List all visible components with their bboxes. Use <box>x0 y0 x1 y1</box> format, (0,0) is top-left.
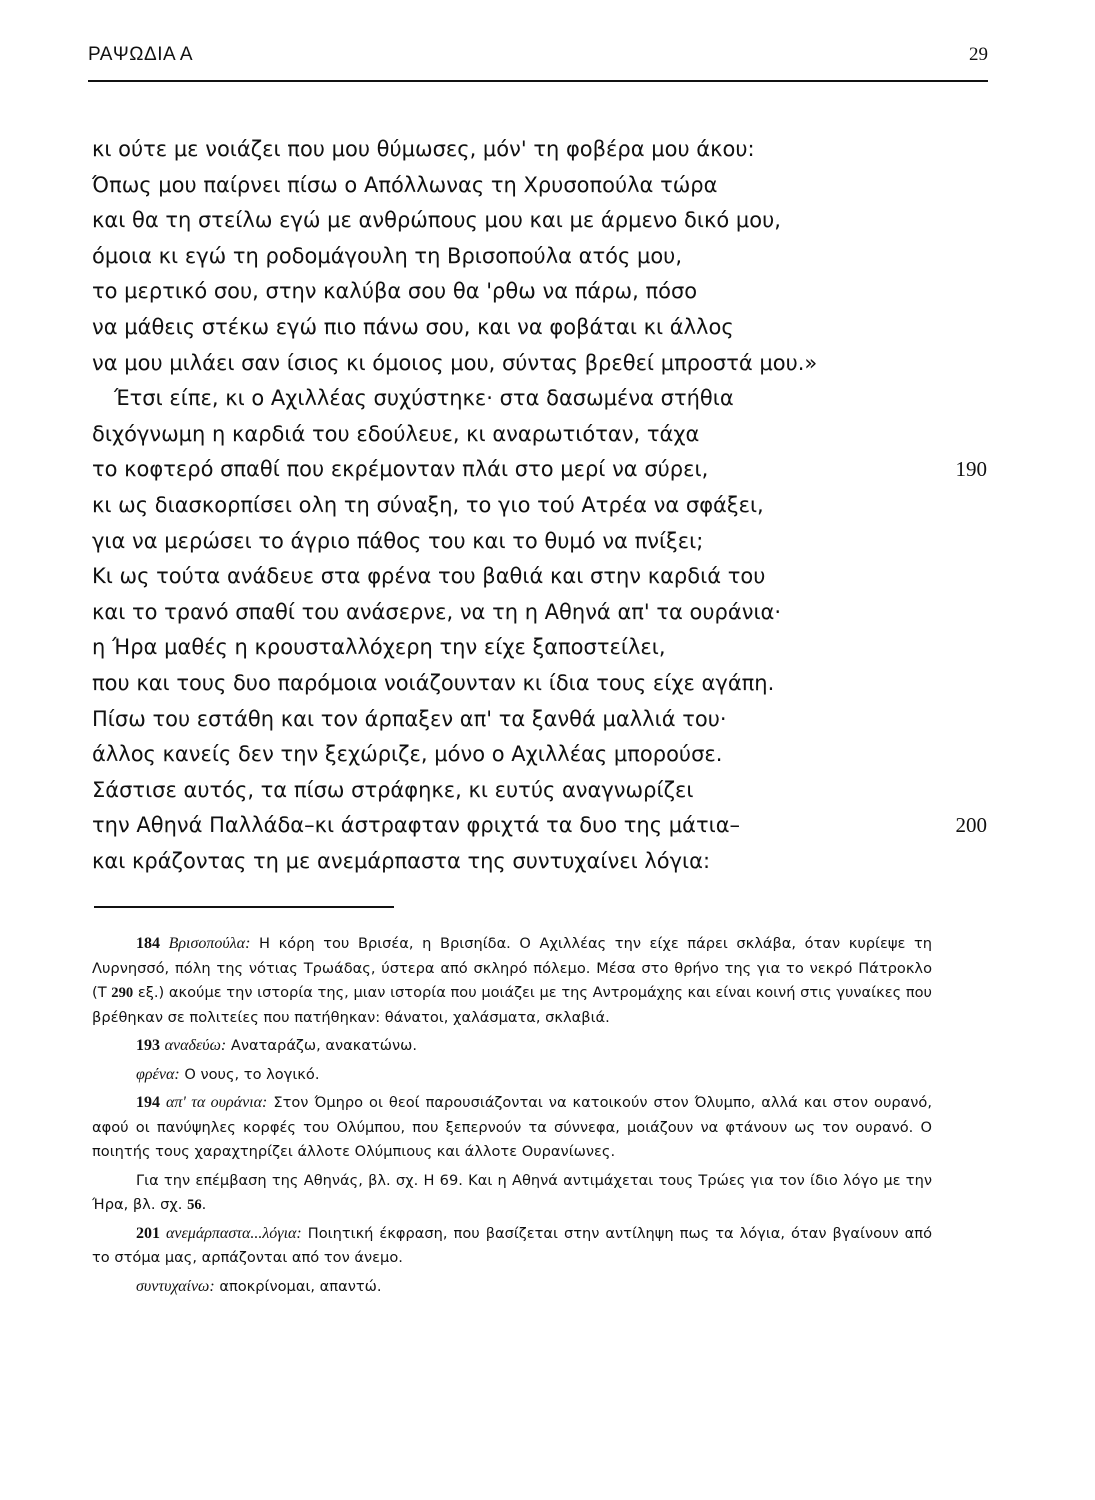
verse-text: κι ούτε με νοιάζει που μου θύμωσες, μόν' τη φοβέρα μου άκου: <box>92 137 755 161</box>
verse-text: για να μερώσει το άγριο πάθος του και το θυμό να πνίξει; <box>92 528 704 553</box>
verse-line <box>92 168 992 204</box>
page-header <box>88 44 988 74</box>
verse-text: η Ήρα μαθές η κρουσταλλόχερη την είχε ξαποστείλει, <box>92 635 666 660</box>
footnote <box>92 1034 932 1059</box>
verse-text: Όπως μου παίρνει πίσω ο Απόλλωνας τη Χρυσοπούλα τώρα <box>92 172 718 197</box>
verse-line <box>92 488 992 524</box>
verse-line <box>92 203 992 239</box>
footnote-lemma: Βρισοπούλα: <box>168 935 251 952</box>
footnote-ref: 201 <box>136 1224 160 1242</box>
verse-line <box>92 773 992 809</box>
footnotes <box>92 932 932 1303</box>
verse-line <box>92 737 992 773</box>
footnote-cross-ref: 290 <box>111 985 134 1001</box>
verse-line <box>92 239 992 275</box>
footnote-cross-ref: 56 <box>187 1197 202 1213</box>
footnote <box>92 1169 932 1218</box>
footnote-lemma: απ' τα ουράνια: <box>166 1094 268 1111</box>
verse-text: που και τους δυο παρόμοια νοιάζουνταν κι ίδια τους είχε αγάπη. <box>92 670 775 695</box>
verse-text: και το τρανό σπαθί του ανάσερνε, να τη η Αθηνά απ' τα ουράνια· <box>92 599 782 624</box>
verse-text: το κοφτερό σπαθί που εκρέμονταν πλάι στο μερί να σύρει, <box>92 457 709 482</box>
verse-line <box>92 524 992 560</box>
verse-line <box>92 274 992 310</box>
footnote-body-tail: εξ.) ακούμε την ιστορία της, μιαν ιστορία που μοιάζει με της Αντρομάχης και είναι κοινή στις γυναίκες που βρέθηκαν σε πολιτείες που πατήθηκαν: θάνατοι, χαλάσματα, σκλαβιά. <box>92 984 932 1026</box>
footnote-body: Στον Όμηρο οι θεοί παρουσιάζονται να κατοικούν στον Όλυμπο, αλλά και στον ουρανό, αφού οι πανύψηλες κορφές του Ολύμπου, που ξεπερνούν τα σύννεφα, μοιάζουν να φτάνουν ως τον ουρανό. Ο ποιητής τους χαραχτηρίζει άλλοτε Ολύμπιους και άλλοτε Ουρανίωνες. <box>92 1094 932 1160</box>
verse-text: Πίσω του εστάθη και τον άρπαξεν απ' τα ξανθά μαλλιά του· <box>92 706 727 731</box>
verse-line <box>92 452 992 488</box>
page-number: 29 <box>969 44 988 65</box>
verse-text: το μερτικό σου, στην καλύβα σου θα 'ρθω να πάρω, πόσο <box>92 279 698 304</box>
footnote-body: αποκρίνομαι, απαντώ. <box>219 1277 382 1295</box>
verse-line <box>92 346 992 382</box>
verse-line <box>92 417 992 453</box>
footnote-lemma: φρένα: <box>136 1065 180 1083</box>
verse-text: όμοια κι εγώ τη ροδομάγουλη τη Βρισοπούλα ατός μου, <box>92 243 683 268</box>
verse-line <box>92 132 992 168</box>
footnote-ref: 193 <box>136 1037 160 1054</box>
footnote <box>92 1091 932 1165</box>
line-number: 200 <box>955 813 987 838</box>
verse-text: άλλος κανείς δεν την ξεχώριζε, μόνο ο Αχιλλέας μπορούσε. <box>92 742 723 767</box>
verse-line <box>92 595 992 631</box>
verse-text: την Αθηνά Παλλάδα–κι άστραφταν φριχτά τα δυο της μάτια– <box>92 813 741 838</box>
verse-text: και κράζοντας τη με ανεμάρπαστα της συντυχαίνει λόγια: <box>92 848 711 873</box>
footnote <box>92 1063 932 1088</box>
verse-text: να μάθεις στέκω εγώ πιο πάνω σου, και να φοβάται κι άλλος <box>92 314 734 339</box>
verse-text: Κι ως τούτα ανάδευε στα φρένα του βαθιά και στην καρδιά του <box>92 564 766 589</box>
footnote-body: Αναταράζω, ανακατώνω. <box>230 1037 418 1054</box>
footnote-body: Για την επέμβαση της Αθηνάς, βλ. σχ. Η 69. Και η Αθηνά αντιμάχεται τους Τρώες για τον ίδιο λόγο με την Ήρα, βλ. σχ. <box>92 1171 932 1213</box>
footnote-lemma: ανεμάρπαστα...λόγια: <box>166 1224 302 1242</box>
verse-text: κι ως διασκορπίσει ολη τη σύναξη, το γιο τού Ατρέα να σφάξει, <box>92 492 764 517</box>
verse-line <box>92 559 992 595</box>
verse-text: Σάστισε αυτός, τα πίσω στράφηκε, κι ευτύς αναγνωρίζει <box>92 777 694 802</box>
line-number: 190 <box>955 457 987 482</box>
footnote-lemma: αναδεύω: <box>164 1037 227 1054</box>
footnote <box>92 1275 932 1300</box>
footnote-body: Η κόρη του Βρισέα, η Βρισηίδα. Ο Αχιλλέας την είχε πάρει σκλάβα, όταν κυρίεψε τη Λυρνησσό, πόλη της νότιας Τρωάδας, ύστερα από σκληρό πόλεμο. Μέσα στο θρήνο της για το νεκρό Πάτροκλο (Τ <box>92 935 932 1001</box>
verse-line <box>92 702 992 738</box>
verse-block <box>92 132 992 879</box>
verse-text: Έτσι είπε, κι ο Αχιλλέας συχύστηκε· στα δασωμένα στήθια <box>114 386 734 411</box>
footnote <box>92 932 932 1030</box>
footnote-body-tail: . <box>201 1196 207 1213</box>
verse-text: διχόγνωμη η καρδιά του εδούλευε, κι αναρωτιόταν, τάχα <box>92 421 700 446</box>
header-rule <box>88 80 988 82</box>
footnote-ref: 184 <box>136 935 160 952</box>
verse-line <box>92 381 992 417</box>
footnote-lemma: συντυχαίνω: <box>136 1277 215 1295</box>
footnote <box>92 1222 932 1271</box>
running-title: ΡΑΨΩΔΙΑ Α <box>88 44 194 65</box>
footnote-rule <box>94 906 394 908</box>
footnote-body: Ποιητική έκφραση, που βασίζεται στην αντίληψη πως τα λόγια, όταν βγαίνουν από το στόμα μας, αρπάζονται από τον άνεμο. <box>92 1224 932 1266</box>
verse-line <box>92 808 992 844</box>
footnote-ref: 194 <box>136 1094 160 1111</box>
verse-line <box>92 666 992 702</box>
verse-line <box>92 310 992 346</box>
verse-text: και θα τη στείλω εγώ με ανθρώπους μου και με άρμενο δικό μου, <box>92 208 781 233</box>
verse-text: να μου μιλάει σαν ίσιος κι όμοιος μου, σύντας βρεθεί μπροστά μου.» <box>92 350 818 375</box>
footnote-body: Ο νους, το λογικό. <box>184 1065 320 1083</box>
verse-line <box>92 630 992 666</box>
verse-line <box>92 844 992 880</box>
